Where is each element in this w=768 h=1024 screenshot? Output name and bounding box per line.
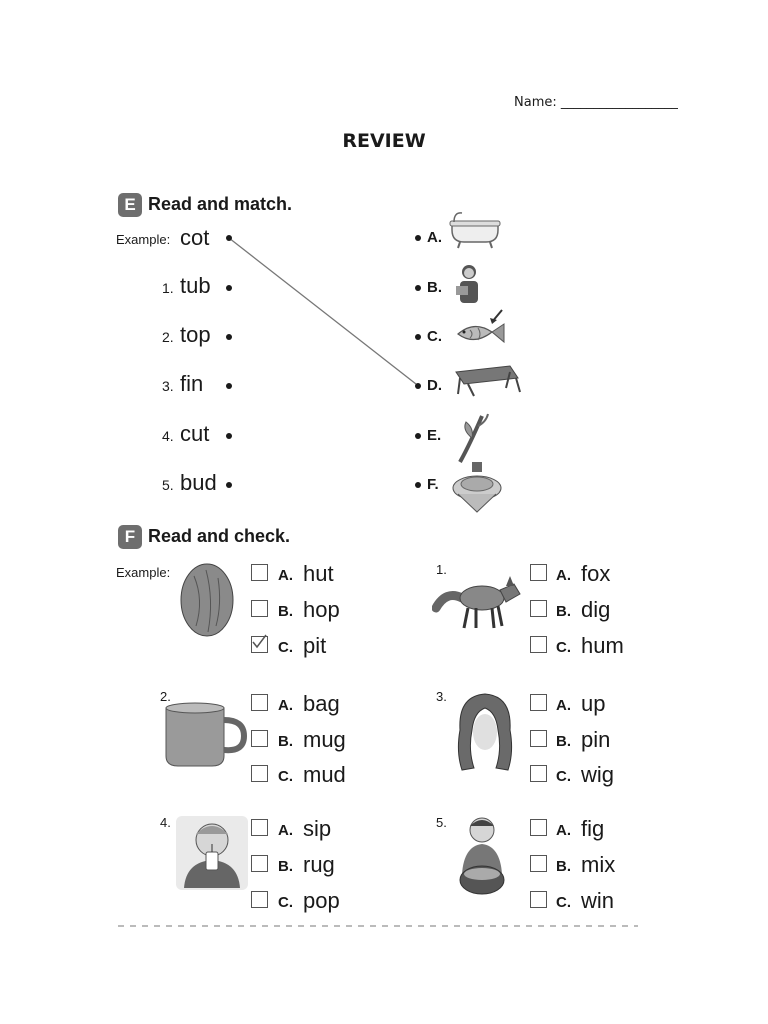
bathtub-icon [448,210,502,250]
option-word: mix [581,852,616,877]
option-letter: C. [278,639,293,656]
picture-letter: C. [427,328,442,345]
option-word: hum [581,633,624,658]
checkbox[interactable] [530,564,547,581]
match-word-example: cot [180,225,210,250]
mug-icon [162,702,248,768]
match-number: 1. [162,280,174,296]
option-letter: A. [278,567,293,584]
option-word: bag [303,691,340,716]
item-number: 4. [160,815,171,830]
picture-letter: B. [427,279,442,296]
option-letter: C. [556,894,571,911]
match-dot[interactable] [226,433,232,439]
pit-seed-icon [176,560,238,644]
checkbox[interactable] [251,694,268,711]
option-word: mud [303,762,346,787]
wig-icon [452,690,518,774]
item-number: 1. [436,562,447,577]
match-dot[interactable] [415,334,421,340]
match-dot[interactable] [226,334,232,340]
option-letter: C. [556,639,571,656]
option-letter: C. [278,768,293,785]
option-letter: C. [556,768,571,785]
match-dot[interactable] [226,383,232,389]
bud-icon [452,410,492,464]
option-word: rug [303,852,335,877]
match-number: 5. [162,477,174,493]
picture-letter: D. [427,377,442,394]
cot-icon [450,362,522,400]
option-word: hop [303,597,340,622]
page-footer-divider [118,925,638,927]
option-word: wig [581,762,615,787]
option-word: up [581,691,606,716]
match-number: 2. [162,329,174,345]
name-field-label[interactable]: Name: __________________ [514,95,678,110]
checkbox-checked[interactable] [251,636,268,653]
option-word: fox [581,561,611,586]
option-word: win [581,888,615,913]
boy-sipping-icon [176,812,248,890]
option-letter: B. [278,858,293,875]
match-dot[interactable] [226,235,232,241]
picture-letter: A. [427,229,442,246]
example-label: Example: [116,232,171,247]
checkbox[interactable] [530,819,547,836]
match-dot[interactable] [415,433,421,439]
option-letter: A. [556,822,571,839]
page-title: REVIEW [342,130,426,152]
match-dot[interactable] [415,482,421,488]
checkbox[interactable] [530,855,547,872]
match-word: fin [180,371,204,396]
option-letter: B. [278,733,293,750]
option-letter: C. [278,894,293,911]
checkbox[interactable] [251,855,268,872]
section-f-title: Read and check. [148,526,291,546]
option-letter: A. [278,697,293,714]
match-word: bud [180,470,217,495]
checkbox[interactable] [530,765,547,782]
fox-icon [432,564,524,632]
checkbox[interactable] [530,636,547,653]
match-word: top [180,322,211,347]
item-number: 2. [160,689,171,704]
boy-mixing-icon [456,814,508,900]
match-dot[interactable] [415,383,421,389]
option-word: hut [303,561,334,586]
option-letter: A. [556,567,571,584]
checkmark-icon [250,633,267,650]
match-number: 4. [162,428,174,444]
option-word: sip [303,816,332,841]
checkbox[interactable] [530,694,547,711]
match-dot[interactable] [226,482,232,488]
option-word: pin [581,727,611,752]
option-word: dig [581,597,611,622]
checkbox[interactable] [251,730,268,747]
fish-icon [452,308,508,354]
option-letter: A. [278,822,293,839]
match-dot[interactable] [226,285,232,291]
checkbox[interactable] [530,600,547,617]
item-number: 3. [436,689,447,704]
picture-letter: F. [427,476,439,493]
checkbox[interactable] [251,600,268,617]
match-word: tub [180,273,211,298]
option-word: mug [303,727,346,752]
match-dot[interactable] [415,285,421,291]
checkbox[interactable] [530,730,547,747]
option-word: fig [581,816,605,841]
checkbox[interactable] [251,819,268,836]
section-e-badge: E [118,193,142,217]
girl-icon [452,262,486,306]
match-number: 3. [162,378,174,394]
example-label: Example: [116,565,171,580]
section-f-badge: F [118,525,142,549]
section-e-title: Read and match. [148,194,293,214]
option-letter: A. [556,697,571,714]
picture-letter: E. [427,427,442,444]
option-letter: B. [556,733,571,750]
option-letter: B. [278,603,293,620]
checkbox[interactable] [251,765,268,782]
option-letter: B. [556,858,571,875]
option-word: pit [303,633,327,658]
match-dot[interactable] [415,235,421,241]
option-letter: B. [556,603,571,620]
match-word: cut [180,421,210,446]
checkbox[interactable] [251,891,268,908]
item-number: 5. [436,815,447,830]
option-word: pop [303,888,340,913]
checkbox[interactable] [251,564,268,581]
spinning-top-icon [450,460,504,516]
checkbox[interactable] [530,891,547,908]
